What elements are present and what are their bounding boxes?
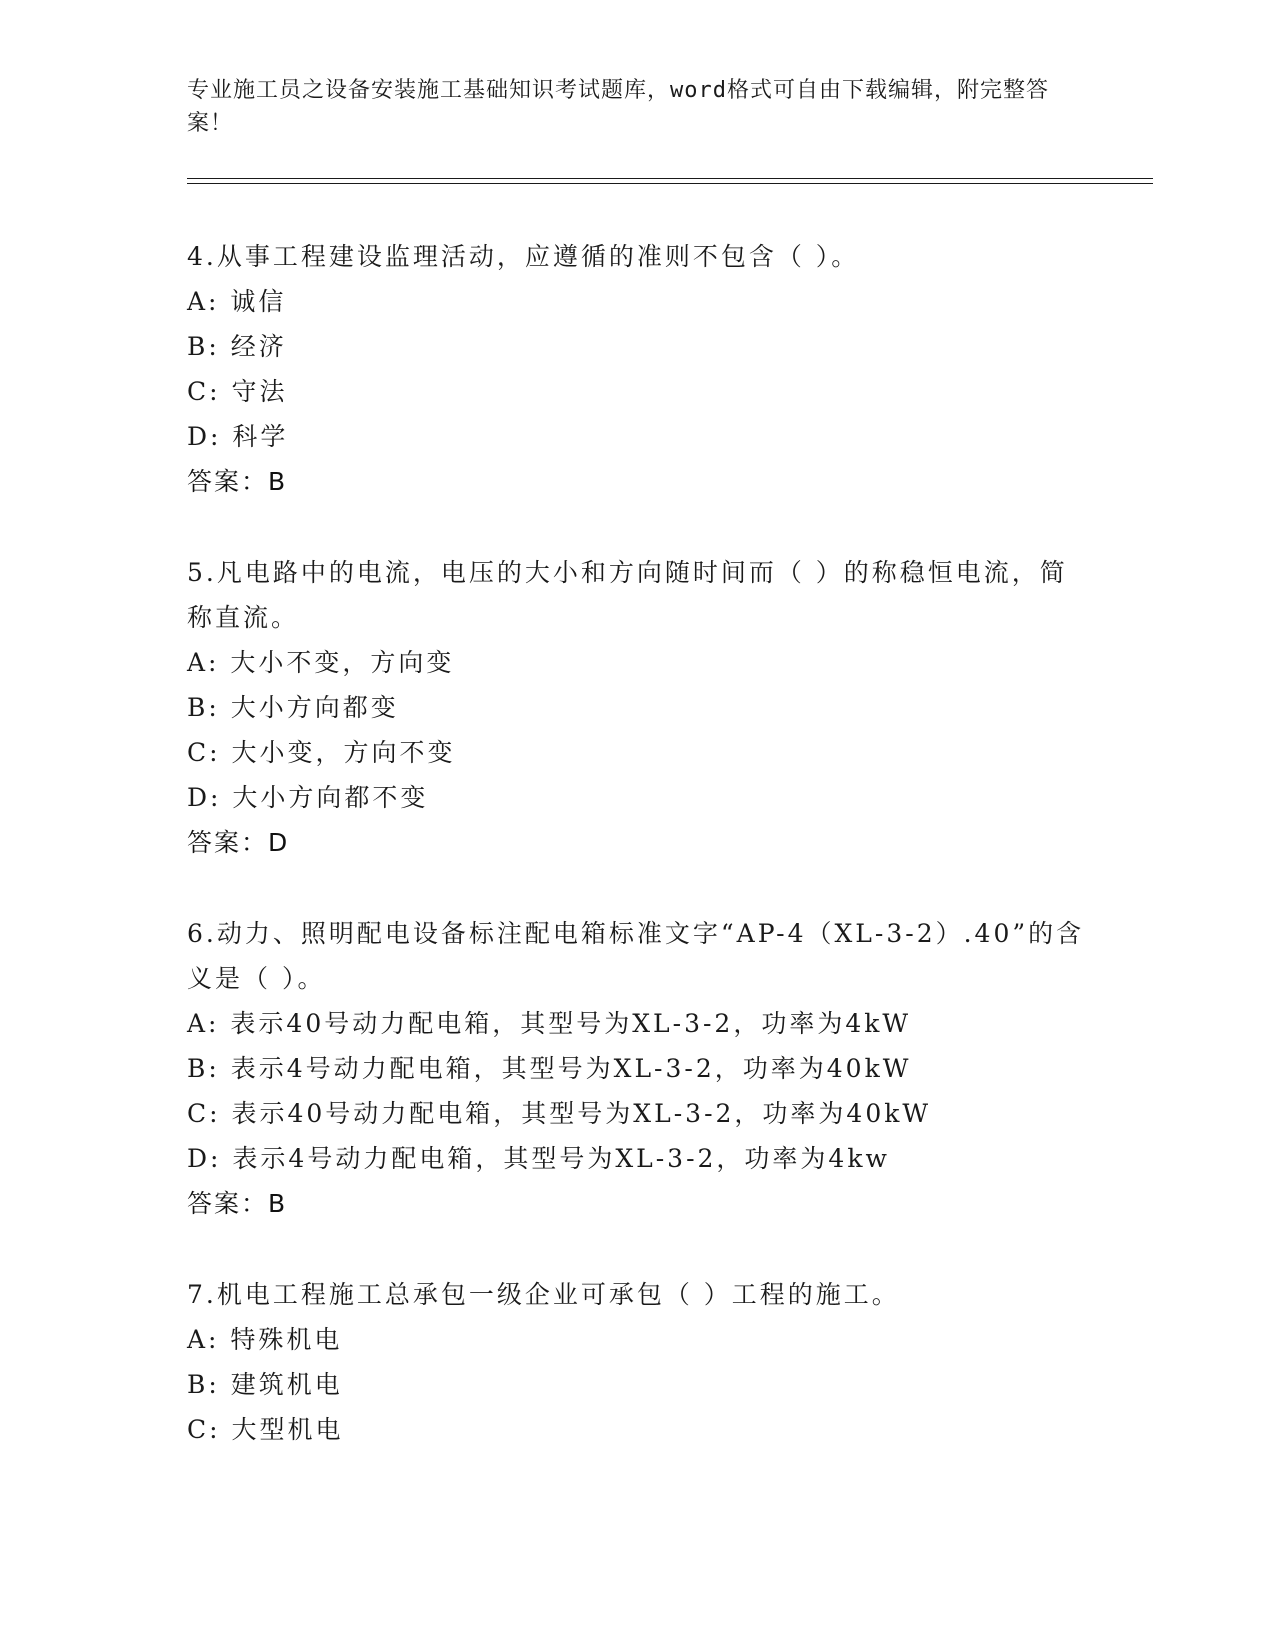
option-c: C: 大型机电 bbox=[187, 1415, 344, 1444]
question-gap bbox=[187, 1226, 1087, 1272]
question-7 bbox=[187, 1272, 1087, 1452]
question-5 bbox=[187, 550, 1087, 865]
question-stem: 4.从事工程建设监理活动，应遵循的准则不包含（ ）。 bbox=[187, 242, 860, 271]
header-rule-bottom bbox=[187, 183, 1153, 184]
option-d: D: 表示4号动力配电箱，其型号为XL-3-2，功率为4kw bbox=[187, 1144, 890, 1173]
option-c: C: 大小变，方向不变 bbox=[187, 738, 456, 767]
answer: 答案：D bbox=[187, 828, 290, 857]
question-6 bbox=[187, 911, 1087, 1226]
question-gap bbox=[187, 865, 1087, 911]
option-c: C: 守法 bbox=[187, 377, 288, 406]
option-b: B: 建筑机电 bbox=[187, 1370, 343, 1399]
option-b: B: 大小方向都变 bbox=[187, 693, 399, 722]
question-list bbox=[187, 234, 1087, 1452]
answer: 答案：B bbox=[187, 467, 288, 496]
question-stem: 5.凡电路中的电流，电压的大小和方向随时间而（ ）的称稳恒电流，简称直流。 bbox=[187, 558, 1068, 632]
option-d: D: 科学 bbox=[187, 422, 289, 451]
option-a: A: 诚信 bbox=[187, 287, 287, 316]
question-4 bbox=[187, 234, 1087, 504]
option-d: D: 大小方向都不变 bbox=[187, 783, 429, 812]
option-c: C: 表示40号动力配电箱，其型号为XL-3-2，功率为40kW bbox=[187, 1099, 932, 1128]
question-gap bbox=[187, 504, 1087, 550]
question-stem: 6.动力、照明配电设备标注配电箱标准文字“AP-4（XL-3-2）.40”的含义是（ ）。 bbox=[187, 919, 1085, 993]
option-b: B: 经济 bbox=[187, 332, 287, 361]
document-header: 专业施工员之设备安装施工基础知识考试题库，word格式可自由下载编辑，附完整答案！ bbox=[187, 78, 1049, 136]
option-a: A: 大小不变，方向变 bbox=[187, 648, 455, 677]
header-rule-top bbox=[187, 178, 1153, 179]
option-a: A: 特殊机电 bbox=[187, 1325, 343, 1354]
answer: 答案：B bbox=[187, 1189, 288, 1218]
option-b: B: 表示4号动力配电箱，其型号为XL-3-2，功率为40kW bbox=[187, 1054, 912, 1083]
question-stem: 7.机电工程施工总承包一级企业可承包（ ）工程的施工。 bbox=[187, 1280, 900, 1309]
option-a: A: 表示40号动力配电箱，其型号为XL-3-2，功率为4kW bbox=[187, 1009, 912, 1038]
